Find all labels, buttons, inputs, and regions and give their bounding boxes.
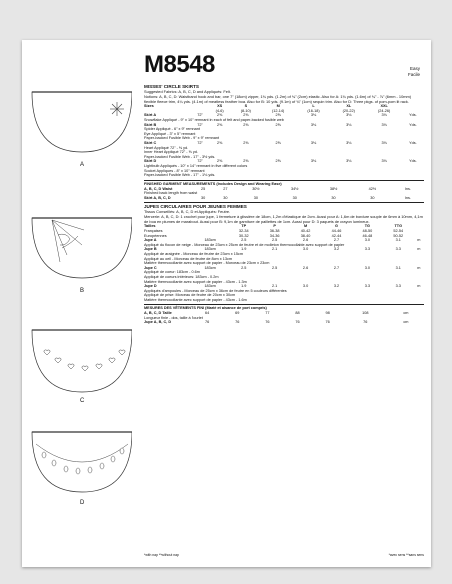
table-cell: 2⅝ — [217, 122, 223, 127]
table-cell: 3.3 — [395, 247, 401, 252]
en-finished-rows — [144, 186, 424, 200]
view-b-illustration — [32, 218, 132, 278]
fr-notions: Mercerie: A, B, C, D: 1 crochet pour jupe, 1 fermeture à glissière de 18cm, 1,2m d'élastique de 2cm. Aussi pour A: 1,6m de bordure souple de 6mm à 10mm, 4,1m de boa en plumes de marabout. Aussi pour B: 9,1m de garniture de paillettes de 1cm. Aussi pour D: 3 paquets de crayon lumineux. — [144, 214, 423, 225]
table-cell: M — [303, 224, 308, 229]
table-cell: 46-48 — [362, 233, 373, 238]
level-fr: Facile — [407, 72, 420, 77]
table-cell: 2.7 — [333, 265, 340, 270]
table-cell: G — [334, 224, 338, 229]
table-cell: Socket Appliques - 8" x 10" remnant — [144, 168, 205, 173]
table-cell: Jupe A — [144, 238, 157, 243]
table-cell: Matière thermocollante avec support de papier - 43cm - 1.6m — [144, 297, 247, 302]
snowflake-icon — [110, 102, 124, 116]
table-cell: 77 — [265, 311, 270, 316]
table-cell: Jupe C — [144, 265, 157, 270]
table-cell: 2⅝ — [243, 122, 249, 127]
table-cell: S — [244, 104, 248, 109]
view-label-a: A — [80, 162, 85, 168]
pattern-number: M8548 — [144, 51, 215, 78]
table-cell: 72" — [197, 159, 203, 164]
table-cell: A, B, C, D Waist — [144, 186, 173, 191]
table-cell: 3⅛ — [346, 122, 352, 127]
table-cell: 48-50 — [362, 228, 373, 233]
table-cell: 3⅛ — [310, 141, 317, 146]
table-cell: Ins. — [404, 186, 411, 191]
table-cell: 3.1 — [395, 265, 401, 270]
table-cell: (12-14) — [272, 108, 285, 113]
table-cell: 3.3 — [364, 247, 370, 252]
view-c-illustration — [32, 330, 132, 392]
table-row — [144, 320, 424, 325]
table-cell: 42-44 — [331, 233, 342, 238]
table-cell: Ins. — [404, 195, 411, 200]
table-cell: 32-34 — [238, 228, 249, 233]
table-cell: TTG — [394, 224, 403, 229]
table-cell: 3.2 — [333, 247, 340, 252]
table-cell: XS — [217, 104, 223, 109]
table-cell: 3⅛ — [310, 113, 317, 118]
table-cell: 76 — [325, 320, 330, 325]
table-cell: Européennes — [144, 233, 167, 238]
table-cell: m — [417, 265, 421, 270]
table-cell: 3.1 — [395, 238, 401, 243]
table-cell: 38-40 — [300, 233, 311, 238]
view-label-d: D — [80, 500, 85, 506]
table-cell: 3.0 — [364, 238, 370, 243]
table-cell: 3.0 — [364, 265, 370, 270]
table-cell: 30 — [370, 195, 375, 200]
fr-finished-table — [144, 311, 424, 325]
table-cell: 76 — [295, 320, 300, 325]
table-cell: Longueur finie - dos, taille à l'ourlet — [144, 315, 203, 320]
table-cell: M — [276, 104, 280, 109]
table-cell: 2.5 — [241, 265, 247, 270]
table-cell: 50-52 — [393, 233, 404, 238]
table-cell: Appliqué du flocon de neige - Morceau de 23cm x 25cm de feutre et de molleton thermocollable avec support de papier — [144, 242, 345, 247]
table-cell: Appliqué de araignée - Morceau de feutre de 23cm x 15cm — [144, 251, 243, 256]
table-cell: XL — [346, 104, 352, 109]
view-label-c: C — [80, 398, 85, 404]
table-cell: Skirt A, B, C, D — [144, 195, 171, 200]
table-cell: 3.2 — [333, 284, 340, 289]
table-cell: Appliqué au oeil - Morceau de feutre de 8cm x 13cm — [144, 256, 233, 261]
table-cell: Appliqué de coeurs intérieurs: 183cm - 0.2m — [144, 274, 219, 279]
table-cell: 3.3 — [364, 284, 370, 289]
table-cell: Skirt A — [144, 113, 157, 118]
table-row — [144, 298, 424, 303]
table-cell: 30-32 — [238, 233, 249, 238]
table-cell: 2.5 — [272, 238, 278, 243]
table-cell: 30 — [292, 195, 297, 200]
table-cell: Inner Heart Appliqué 72" - ⅜ yd. — [144, 150, 198, 155]
table-cell: TG — [364, 224, 370, 229]
table-cell: (4-6) — [215, 108, 224, 113]
table-cell: TP — [241, 224, 247, 229]
table-cell: 1.9 — [241, 247, 247, 252]
table-cell: 30 — [253, 195, 258, 200]
table-cell: cm — [403, 320, 409, 325]
table-cell: 88 — [295, 311, 300, 316]
fr-yardage-rows — [144, 238, 424, 302]
table-cell: (20-22) — [342, 108, 355, 113]
table-cell: cm — [403, 311, 409, 316]
table-cell: 76 — [235, 320, 240, 325]
table-cell: 76 — [204, 320, 210, 325]
table-cell: m — [417, 238, 421, 243]
table-cell: 76 — [363, 320, 368, 325]
table-cell: 30 — [331, 195, 336, 200]
level-en: Easy — [409, 66, 420, 71]
table-cell: 3⅛ — [310, 159, 317, 164]
table-cell: Jupe A, B, C, D — [144, 320, 172, 325]
table-row — [144, 173, 424, 178]
table-cell: Spider Appliqué - 6" x 9" remnant — [144, 127, 200, 132]
fr-finished-title: MESURES DES VÊTEMENTS FINI (Marié et aisance de port compris) — [144, 306, 267, 311]
table-cell: 2⅝ — [243, 159, 249, 164]
table-cell: 2.6 — [302, 265, 309, 270]
pattern-envelope-back — [22, 40, 431, 567]
divider — [144, 202, 424, 203]
views-sidebar — [22, 40, 132, 567]
en-title: MISSES' CIRCLE SKIRTS — [144, 84, 199, 89]
table-cell: 72" — [197, 113, 203, 118]
table-cell: m — [417, 247, 421, 252]
table-cell: 3⅛ — [381, 159, 387, 164]
table-cell: 2.1 — [272, 247, 278, 252]
table-cell: 1.9 — [241, 284, 247, 289]
table-cell: Jupe B — [144, 247, 157, 252]
table-cell: 3.3 — [395, 284, 401, 289]
divider — [144, 180, 424, 181]
table-cell: Skirt C — [144, 141, 157, 146]
table-cell: Françaises — [144, 228, 163, 233]
table-cell: 38½ — [329, 186, 338, 191]
table-cell: 2.5 — [272, 265, 278, 270]
fr-suggested-fabrics: Tissus Conseillés: A, B, C, D et Appliqués: Feutre. — [144, 209, 231, 215]
table-cell: 3.0 — [302, 247, 309, 252]
table-cell: 64 — [204, 311, 210, 316]
table-cell: Paper-backed Fusible Web - 9" x 9" remnant — [144, 136, 220, 141]
table-cell: 3⅛ — [310, 122, 317, 127]
table-cell: L — [312, 104, 315, 109]
table-cell: 34½ — [291, 186, 299, 191]
table-cell: 3.0 — [302, 284, 309, 289]
table-cell: Heart Appliqué 72" - ⅜ yd. — [144, 145, 189, 150]
table-cell: Matière thermocollante avec support de papier - 43cm - 1.3m — [144, 279, 247, 284]
table-cell: 52-54 — [393, 228, 404, 233]
table-cell: 2⅝ — [217, 141, 223, 146]
table-cell: 2.6 — [302, 238, 309, 243]
table-cell: Yds. — [409, 122, 417, 127]
en-finished-title: FINISHED GARMENT MEASUREMENTS (Includes Design and Wearing Ease) — [144, 181, 282, 186]
table-cell: Matière thermocollante avec support de papier - Morceau de 23cm x 23cm — [144, 261, 270, 266]
table-cell: 3⅛ — [346, 141, 352, 146]
table-cell: 72" — [197, 122, 203, 127]
table-cell: 3⅛ — [381, 122, 387, 127]
table-cell: Yds. — [409, 159, 417, 164]
view-a-illustration — [32, 92, 132, 152]
en-yardage-rows — [144, 113, 424, 177]
table-cell: 2⅝ — [217, 159, 223, 164]
en-yardage-table — [144, 104, 424, 178]
table-cell: Skirt B — [144, 122, 157, 127]
fr-yardage-table — [144, 224, 424, 302]
table-cell: 3⅛ — [346, 159, 352, 164]
table-cell: 44-46 — [331, 228, 342, 233]
footnote-fr: *avec sens **sans sens — [388, 553, 424, 557]
footnotes — [144, 553, 424, 557]
table-cell: 30 — [223, 195, 228, 200]
en-suggested-fabrics: Suggested Fabrics: A, B, C, D and Appliqués: Felt. — [144, 89, 231, 94]
table-cell: (16-18) — [307, 108, 320, 113]
table-cell: 30½ — [252, 186, 260, 191]
table-cell: 2⅝ — [243, 141, 249, 146]
difficulty-level — [408, 66, 420, 78]
table-cell: 183cm — [204, 284, 216, 289]
table-cell: Paper-backed Fusible Web - 17" - 1⅛ yds. — [144, 173, 216, 178]
table-cell: Appliqués d'ampoules - Morceau de 25cm x 36cm de feutre en 5 couleurs différentes — [144, 288, 287, 293]
table-cell: 2.5 — [241, 238, 247, 243]
table-cell: Yds. — [409, 113, 417, 118]
table-cell: 72" — [197, 141, 203, 146]
footnote-en: *with nap **without nap — [144, 553, 179, 557]
table-cell: 40-42 — [300, 228, 311, 233]
table-cell: 2.1 — [272, 284, 278, 289]
table-cell: 42½ — [368, 186, 377, 191]
table-cell: Yds. — [409, 141, 417, 146]
table-cell: 2.7 — [333, 238, 340, 243]
table-cell: 183cm — [204, 265, 216, 270]
view-label-b: B — [80, 288, 85, 294]
table-cell: Appliqué de prise: Morceau de feutre de 20cm x 30cm — [144, 293, 236, 298]
table-cell: 69 — [235, 311, 240, 316]
table-cell: Skirt D — [144, 159, 157, 164]
table-cell: Jupe D — [144, 284, 157, 289]
view-d-illustration — [32, 432, 132, 492]
table-cell: 36-38 — [269, 228, 280, 233]
table-cell: 76 — [265, 320, 270, 325]
main-content — [144, 52, 424, 325]
table-cell: 2⅝ — [275, 159, 281, 164]
table-cell: 3⅛ — [346, 113, 352, 118]
en-notions: Notions: A, B, C, D: Waistband hook and bar, one 7" (18cm) zipper, 1¾ yds. (1.2m) of ¾" (2cm) elastic. Also for A: 1¾ yds. (1.6m) of ¾" - ⅞" (6mm - 10mm) flexible fleece trim, 4¼ yds. (4.1m) of meatless feather boa. Also for B: 10 yds. (9.1m) of ¾" (1cm) sequin trim. Also for D: Three pkgs. of pom-pom lit rack. — [144, 94, 412, 104]
table-cell: P — [273, 224, 276, 229]
table-cell: 34-36 — [269, 233, 280, 238]
table-cell: 27 — [223, 186, 228, 191]
fr-finished-rows — [144, 311, 424, 325]
table-cell: Sizes — [144, 104, 154, 109]
table-cell: 3⅛ — [381, 141, 387, 146]
table-cell: 2⅝ — [275, 122, 281, 127]
table-cell: Paper-backed Fusible Web - 17" - 3½ yds. — [144, 154, 216, 159]
table-cell: (24-26) — [378, 108, 391, 113]
table-cell: 25 — [201, 186, 206, 191]
table-cell: 98 — [325, 311, 330, 316]
table-cell: 2⅝ — [275, 141, 281, 146]
table-cell: 2⅝ — [275, 113, 281, 118]
table-cell: 183cm — [204, 247, 216, 252]
table-cell: 30 — [201, 195, 206, 200]
table-cell: 108 — [362, 311, 369, 316]
table-cell: (8-10) — [240, 108, 251, 113]
table-cell: Eye Appliqué - 3" x 5" remnant — [144, 131, 196, 136]
view-illustrations — [22, 40, 132, 567]
table-cell: Tailles — [144, 224, 156, 229]
table-cell: 183cm — [204, 238, 216, 243]
table-cell: Snowflake Appliqué - 9" x 10" remnant in each of felt and paper-backed fusible web — [144, 118, 284, 123]
table-cell: 2⅝ — [217, 113, 223, 118]
table-cell: m — [417, 284, 421, 289]
table-cell: Lightbulb Appliqués - 10" x 14" remnant in five different colors — [144, 164, 248, 169]
table-cell: 2⅝ — [243, 113, 249, 118]
table-cell: XXL — [380, 104, 388, 109]
table-cell: A, B, C, D Taille — [144, 311, 172, 316]
en-finished-table — [144, 186, 424, 200]
table-row — [144, 195, 424, 200]
fr-title: JUPES CIRCULAIRES POUR JEUNES FEMMES — [144, 204, 247, 210]
table-cell: Finished back length from waist — [144, 191, 198, 196]
table-cell: Appliqué de coeur: 183cm - 0.6m — [144, 270, 200, 275]
table-cell: 3⅛ — [381, 113, 387, 118]
